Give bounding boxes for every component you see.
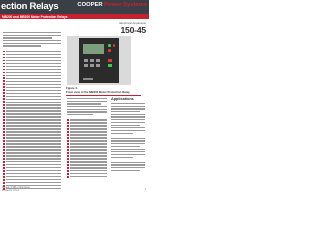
text-line [111, 138, 145, 139]
bullet-item [3, 101, 61, 103]
text-line [3, 32, 61, 33]
text-line [111, 151, 145, 152]
document-subtitle: MB200 and MB300 Motor Protection Relays [2, 14, 68, 19]
status-led-icon [108, 44, 111, 47]
text-line [111, 143, 145, 144]
bullet-item [3, 57, 61, 59]
reset-button [108, 59, 112, 62]
middle-text-block [67, 98, 107, 179]
bullet-item [3, 146, 61, 148]
text-line [111, 103, 145, 104]
bullet-item [3, 167, 61, 169]
bullet-item [67, 140, 107, 142]
figure-caption: Front view of the MB300 Motor Protection Relay. [66, 90, 131, 94]
bullet-item [3, 125, 61, 127]
brand-tagline: Power Systems [104, 2, 147, 8]
bullet-item [67, 176, 107, 178]
alarm-led-icon [113, 44, 116, 47]
datasheet-page [0, 0, 149, 198]
bullet-item [3, 113, 61, 115]
text-line [111, 127, 145, 128]
keypad-button [90, 59, 94, 62]
text-line [111, 108, 145, 109]
text-line [111, 114, 145, 115]
bullet-item [3, 170, 61, 172]
text-line [67, 103, 101, 104]
bullet-item [3, 119, 61, 121]
page-number: 1 [144, 188, 146, 191]
bullet-item [67, 149, 107, 151]
lcd-display [83, 44, 104, 54]
bullet-item [67, 125, 107, 127]
bullet-item [67, 137, 107, 139]
brand-name: COOPER [77, 2, 103, 8]
bullet-item [3, 89, 61, 91]
device-logo [83, 78, 93, 80]
document-title: ection Relays [1, 1, 59, 12]
bullet-item [67, 167, 107, 169]
bullet-item [3, 66, 61, 68]
text-line [67, 106, 107, 107]
bullet-item [3, 152, 61, 154]
bullet-item [3, 116, 61, 118]
text-line [111, 170, 140, 171]
bullet-item [3, 110, 61, 112]
bullet-item [3, 60, 61, 62]
page-footer [2, 186, 30, 192]
bullet-item [67, 158, 107, 160]
bullet-item [3, 92, 61, 94]
bullet-item [67, 173, 107, 175]
bullet-item [3, 69, 61, 71]
text-line [3, 37, 52, 38]
bullet-item [3, 63, 61, 65]
text-line [67, 98, 107, 99]
text-line [111, 157, 133, 158]
bullet-item [3, 77, 61, 79]
keypad-button [84, 59, 88, 62]
bullet-item [67, 146, 107, 148]
keypad-button [84, 64, 88, 67]
bullet-item [67, 164, 107, 166]
text-line [3, 35, 61, 36]
bullet-item [3, 158, 61, 160]
bullet-item [67, 119, 107, 121]
text-line [111, 146, 140, 147]
keypad-button [90, 64, 94, 67]
bullet-item [3, 161, 61, 163]
bullet-item [3, 104, 61, 106]
applications-heading: Applications [111, 97, 134, 101]
bullet-item [3, 54, 61, 56]
text-line [111, 116, 145, 117]
text-line [3, 43, 61, 44]
text-line [111, 122, 145, 123]
print-note: Printed in U.S.A. [2, 189, 20, 192]
text-line [111, 125, 140, 126]
bullet-item [67, 161, 107, 163]
bullet-item [67, 170, 107, 172]
bullet-item [3, 75, 61, 77]
text-line [3, 45, 41, 46]
bullet-item [3, 131, 61, 133]
bullet-item [3, 137, 61, 139]
text-line [111, 106, 145, 107]
document-number: 150-45 [120, 25, 146, 35]
trip-led-icon [108, 49, 111, 52]
header-bar [0, 0, 149, 14]
bullet-item [3, 179, 61, 181]
text-line [67, 111, 107, 112]
bullet-item [3, 86, 61, 88]
bullet-item [3, 176, 61, 178]
bullet-item [67, 131, 107, 133]
bullet-item [3, 143, 61, 145]
bullet-item [3, 134, 61, 136]
bullet-item [3, 107, 61, 109]
bullet-item [67, 155, 107, 157]
bullet-item [67, 152, 107, 154]
text-line [111, 167, 145, 168]
text-line [67, 101, 107, 102]
bullet-item [3, 155, 61, 157]
text-line [111, 130, 145, 131]
bullet-item [67, 128, 107, 130]
text-line [111, 162, 145, 163]
relay-device [79, 38, 119, 83]
text-line [67, 109, 107, 110]
document-category: Electrical Apparatus [119, 21, 146, 25]
text-line [111, 133, 133, 134]
figure-label: Figure 1. [66, 86, 78, 90]
brand-logo [77, 2, 147, 8]
bullet-item [3, 122, 61, 124]
bullet-item [3, 83, 61, 85]
intro-text-block [3, 32, 61, 191]
bullet-item [3, 98, 61, 100]
start-button [108, 64, 112, 67]
bullet-item [3, 149, 61, 151]
bullet-item [3, 72, 61, 74]
bullet-item [67, 143, 107, 145]
text-line [111, 154, 145, 155]
text-line [111, 164, 145, 165]
bullet-item [3, 128, 61, 130]
bullet-item [3, 51, 61, 53]
keypad-button [96, 64, 100, 67]
bullet-item [3, 164, 61, 166]
text-line [67, 114, 93, 115]
relay-photo [67, 36, 131, 85]
text-line [111, 119, 145, 120]
text-line [111, 140, 145, 141]
bullet-item [3, 80, 61, 82]
applications-text-block [111, 103, 145, 173]
keypad-button [96, 59, 100, 62]
bullet-item [3, 95, 61, 97]
bullet-item [3, 140, 61, 142]
bullet-item [3, 173, 61, 175]
bullet-item [3, 182, 61, 184]
bullet-item [67, 134, 107, 136]
text-line [3, 40, 61, 41]
text-line [111, 149, 145, 150]
figure-divider [66, 95, 141, 96]
text-line [111, 111, 140, 112]
issue-date: January 1996 • New Issue [2, 186, 30, 189]
bullet-item [67, 122, 107, 124]
